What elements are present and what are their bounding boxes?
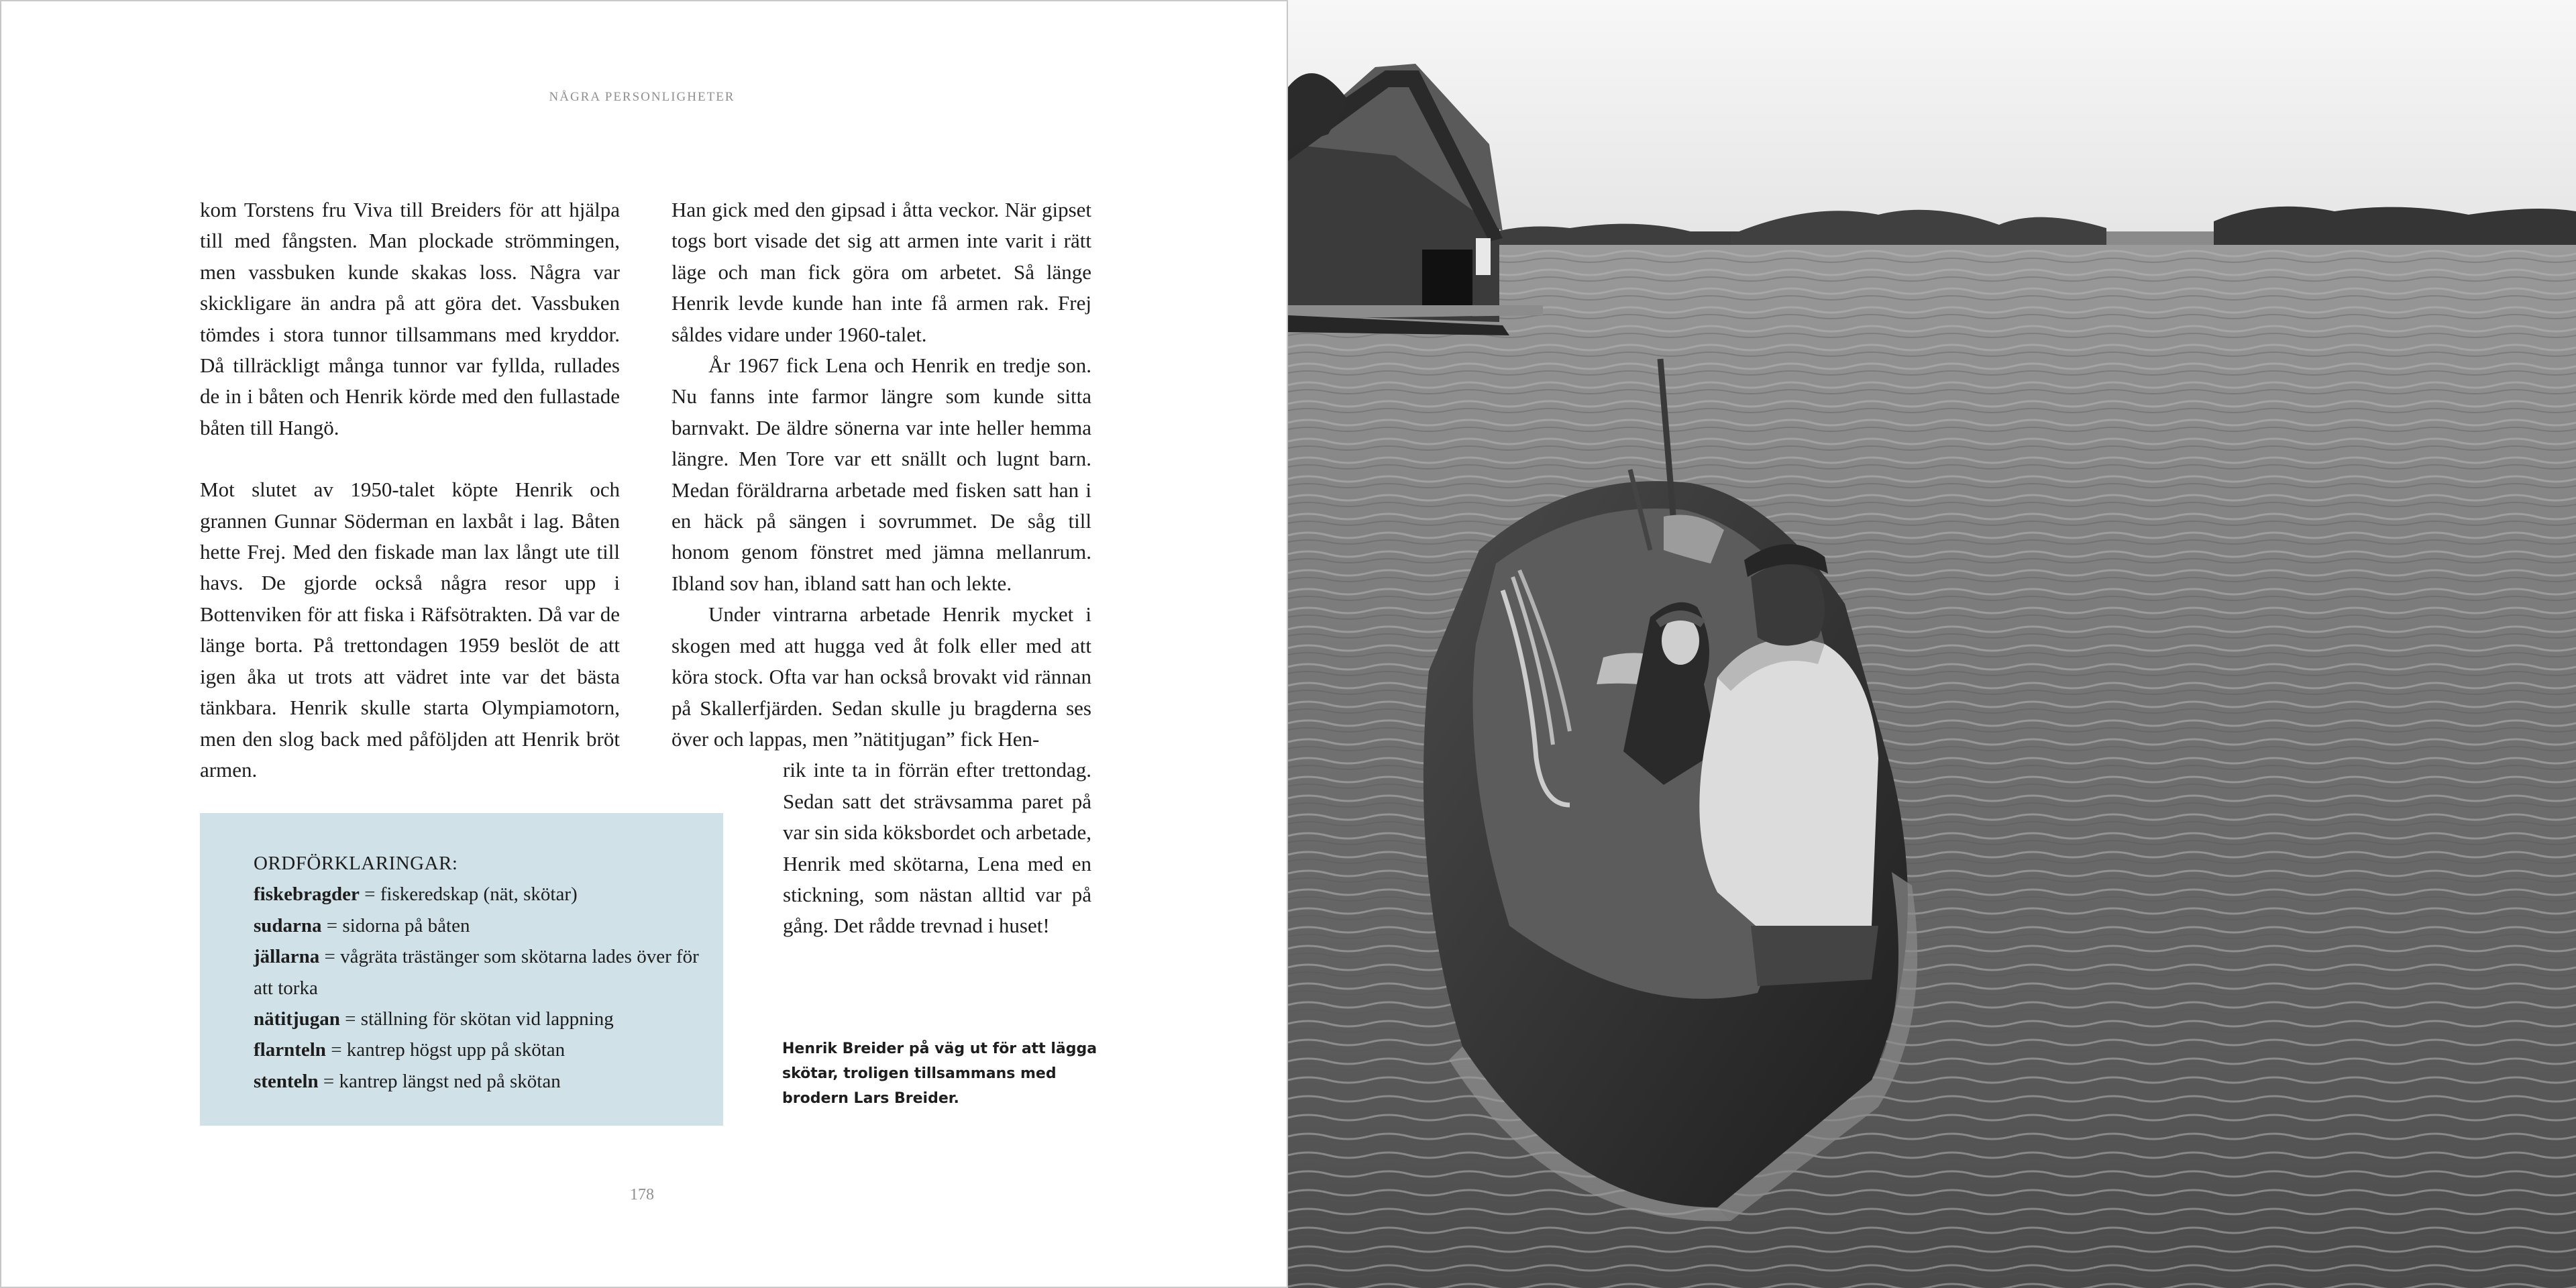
glossary-term: jällarna bbox=[254, 946, 320, 968]
glossary-definition: = fiskeredskap (nät, skötar) bbox=[359, 883, 578, 906]
glossary-term: flarnteln bbox=[254, 1039, 326, 1061]
glossary-entry bbox=[254, 1066, 723, 1097]
glossary-definition: = sidorna på båten bbox=[321, 914, 470, 936]
glossary-entry bbox=[254, 941, 723, 1004]
paragraph: Mot slutet av 1950-talet köpte Henrik och grannen Gunnar Söderman en laxbåt i lag. Båten hette Frej. Med den fiskade man lax långt ute till havs. De gjorde också några resor upp i Bottenviken för att fiska i Räfsötrakten. Då var de länge borta. På trettondagen 1959 beslöt de att igen åka ut trots att vädret inte var det bästa tänkbara. Henrik skulle starta Olympiamotorn, men den slog back med påföljden att Henrik bröt armen. bbox=[200, 478, 620, 782]
paragraph-narrow: rik inte ta in förrän efter trettondag. Sedan satt det strävsamma paret på var sin sida köksbordet och arbetade, Henrik med skötarna, Lena med en stickning, som nästan alltid var på gång. Det rådde trevnad i huset! bbox=[783, 758, 1091, 938]
text-column-left bbox=[200, 195, 620, 786]
glossary-term: sudarna bbox=[254, 914, 322, 936]
glossary-definition: = ställning för skötan vid lappning bbox=[339, 1008, 614, 1030]
running-head: NÅGRA PERSONLIGHETER bbox=[549, 90, 735, 104]
glossary-title: ORDFÖRKLARINGAR: bbox=[254, 853, 458, 874]
glossary-entry bbox=[254, 910, 723, 941]
glossary-entry bbox=[254, 1034, 723, 1065]
glossary-term: nätitjugan bbox=[254, 1008, 340, 1030]
glossary-term: fiskebragder bbox=[254, 883, 360, 906]
glossary-definition: = kantrep längst ned på skötan bbox=[318, 1070, 561, 1092]
paragraph: Han gick med den gipsad i åtta veckor. När gipset togs bort visade det sig att armen inte varit i rätt läge och man fick göra om arbetet. Så länge Henrik levde kunde han inte få armen rak. Frej såldes vidare under 1960-talet. bbox=[672, 198, 1091, 346]
right-page-photo bbox=[1288, 0, 2576, 1288]
glossary-definition: = vågräta trästänger som skötarna lades över för att torka bbox=[254, 946, 699, 999]
glossary-entry bbox=[254, 1004, 723, 1034]
paragraph: Under vintrarna arbetade Henrik mycket i skogen med att hugga ved åt folk eller med att köra stock. Ofta var han också brovakt vid rännan på Skallerfjärden. Sedan skulle ju bragderna ses över och lappas, men ”nätitjugan” fick Hen- bbox=[672, 602, 1091, 751]
boat-photograph bbox=[1288, 0, 2576, 1288]
photo-caption: Henrik Breider på väg ut för att lägga skötar, troligen tillsammans med brodern Lars Breider. bbox=[782, 1040, 1097, 1107]
page-number: 178 bbox=[630, 1186, 654, 1203]
boy-face bbox=[1662, 616, 1699, 665]
paragraph: År 1967 fick Lena och Henrik en tredje son. Nu fanns inte farmor längre som kunde sitta barnvakt. De äldre sönerna var inte heller hemma längre. Men Tore var ett snällt och lugnt barn. Medan föräldrarna arbetade med fisken satt han i en häck på sängen i sovrummet. De såg till honom genom fönstret med jämna mellanrum. Ibland sov han, ibland satt han och lekte. bbox=[672, 354, 1091, 595]
glossary-entry bbox=[254, 879, 723, 910]
text-column-right bbox=[672, 195, 1091, 942]
paragraph-gap bbox=[200, 443, 620, 474]
glossary-definition: = kantrep högst upp på skötan bbox=[325, 1039, 566, 1061]
glossary-term: stenteln bbox=[254, 1070, 319, 1092]
paragraph: kom Torstens fru Viva till Breiders för att hjälpa till med fångsten. Man plockade strömmingen, men vassbuken kunde skakas loss. Några var skickligare än andra på att göra det. Vassbuken tömdes i stora tunnor tillsammans med kryddor. Då tillräckligt många tunnor var fyllda, rullades de in i båten och Henrik körde med den fullastade båten till Hangö. bbox=[200, 198, 620, 439]
man-head bbox=[1751, 564, 1825, 646]
glossary-box bbox=[200, 813, 723, 1126]
